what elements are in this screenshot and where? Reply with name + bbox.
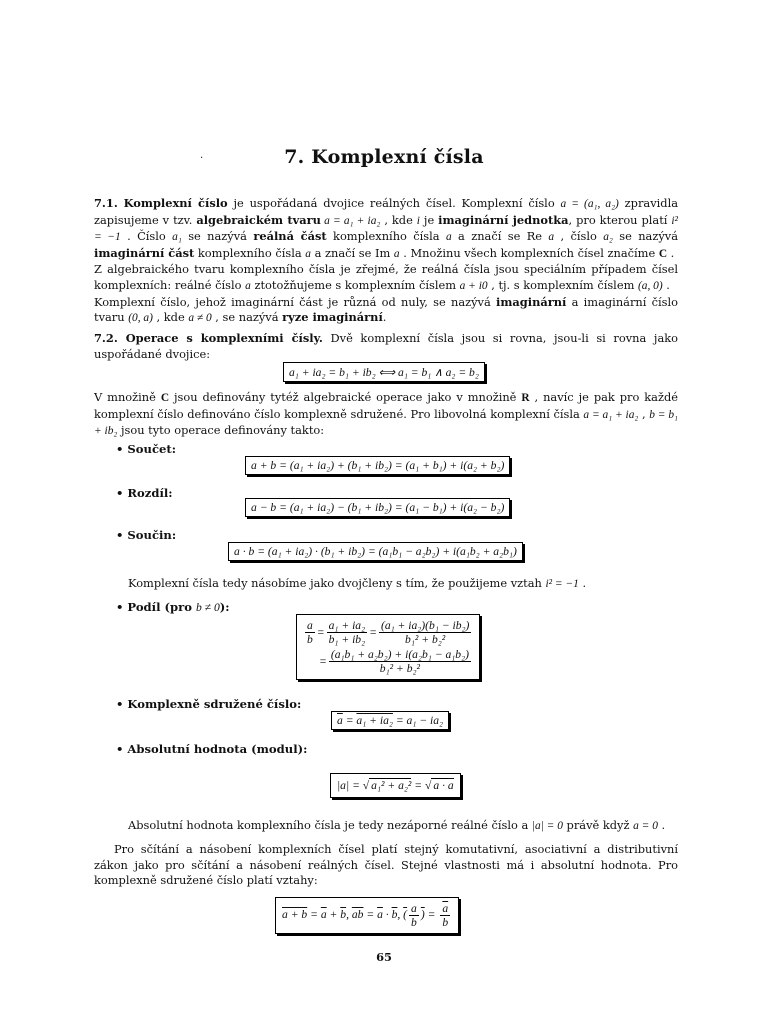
term-ryze-imaginarni: ryze imaginární: [282, 310, 383, 325]
page-number: 65: [376, 950, 392, 964]
section-number: 7.1.: [94, 196, 118, 210]
fraction-a-over-b: $\frac{a}{b}$: [307, 619, 313, 646]
term-imaginarni: imaginární: [496, 294, 567, 309]
term-imaginarni-jednotka: imaginární jednotka: [438, 212, 569, 227]
bullet-difference: • Rozdíl:: [116, 486, 173, 500]
bullet-sum: • Součet:: [116, 442, 177, 456]
equation-sum: a + b = (a₁ + ia₂) + (b₁ + ib₂) = (a₁ + b₁) + i(a₂ + b₂): [245, 456, 510, 475]
absolute-value-note: Absolutní hodnota komplexního čísla je tedy nezáporné reálné číslo a |a| = 0 právě když a = 0 .: [128, 818, 666, 832]
term-komplexni-cislo: Komplexní číslo: [123, 196, 228, 210]
fraction-2: $\frac{\text{(a₁ + ia₂)(b₁ − ib₂)}}{\text{b₁² + b₂²}}$: [380, 619, 470, 646]
section-7-2-body: V množině C jsou definovány tytéž algebraické operace jako v množině R , navíc je pak pro každé komplexní číslo definováno číslo komplexně sdružené. Pro libovolná komplexní čísla a = a₁ + ia₂ , b = b₁ + ib₂ jsou tyto operace definovány takto:: [94, 390, 678, 438]
term-algebraicky-tvar: algebraickém tvaru: [196, 212, 321, 227]
bullet-product: • Součin:: [116, 528, 177, 542]
division-row-1: $\frac{a}{b}$ = $\frac{\text{a₁ + ia₂}}{\text{b₁ + ib₂}}$ = $\frac{\text{(a₁ + ia₂)(b₁ − ib₂)}}{\text{b₁² + b₂²}}$: [307, 619, 470, 646]
fraction-of-conjugates: $\frac{\overline{a}}{b}$: [442, 902, 449, 929]
equation-absolute-value: |a| = √ a₁² + a₂² = √ $a \cdot \overline{a}$: [330, 773, 461, 798]
equation-conjugate: $\overline{a} = a_1 + ia_2 = a_1 - ia_2$: [331, 711, 449, 730]
bullet-conjugate: • Komplexně sdružené číslo:: [116, 697, 302, 711]
equation-division: [296, 614, 480, 680]
equation-product: a · b = (a₁ + ia₂) · (b₁ + ib₂) = (a₁b₁ − a₂b₂) + i(a₁b₂ + a₂b₁): [228, 542, 523, 561]
conjugate-of-fraction: ( $\frac{a}{b}$ ): [403, 902, 425, 929]
division-row-2: = $\frac{\text{(a₁b₁ + a₂b₂) + i(a₂b₁ − a₁b₂)}}{\text{b₁² + b₂²}}$: [319, 648, 469, 675]
fraction-1: $\frac{\text{a₁ + ia₂}}{\text{b₁ + ib₂}}$: [328, 619, 366, 646]
equation-difference: a − b = (a₁ + ia₂) − (b₁ + ib₂) = (a₁ − b₁) + i(a₂ − b₂): [245, 498, 510, 517]
bullet-absolute-value: • Absolutní hodnota (modul):: [116, 742, 308, 756]
chapter-title: 7. Komplexní čísla: [284, 146, 484, 168]
fraction-3: $\frac{\text{(a₁b₁ + a₂b₂) + i(a₂b₁ − a₁b₂)}}{\text{b₁² + b₂²}}$: [330, 648, 469, 675]
section-heading: 7.2. Operace s komplexními čísly.: [94, 331, 323, 345]
section-7-2-intro: 7.2. Operace s komplexními čísly. Dvě komplexní čísla jsou si rovna, jsou-li si rovna jako uspořádané dvojice:: [94, 331, 678, 361]
section-7-1: 7.1. Komplexní číslo je uspořádaná dvojice reálných čísel. Komplexní číslo a = (a₁, a₂) zpravidla zapisujeme v tzv. algebraickém tvaru a = a₁ + ia₂ , kde i je imaginární jednotka, pro kterou platí i² = −1 . Číslo a₁ se nazývá reálná část komplexního čísla a a značí se Re a , číslo a₂ se nazývá imaginární část komplexního čísla a a značí se Im a . Množinu všech komplexních čísel značíme C . Z algebraického tvaru komplexního čísla je zřejmé, že reálná čísla jsou speciálním případem čísel komplexních: reálné číslo a ztotožňujeme s komplexním číslem a + i0 , tj. s komplexním číslem (a, 0) . Komplexní číslo, jehož imaginární část je různá od nuly, se nazývá imaginární a imaginární číslo tvaru (0, a) , kde a ≠ 0 , se nazývá ryze imaginární.: [94, 196, 679, 325]
chapter-marker: .: [200, 150, 204, 161]
term-realna-cast: reálná část: [253, 229, 327, 244]
equation-equality: a₁ + ia₂ = b₁ + ib₂ ⟺ a₁ = b₁ ∧ a₂ = b₂: [283, 362, 485, 382]
equation-conjugate-properties: $a + b = \overline{a} + \overline{b}$, $\overline{ab} = \overline{a} \cdot \overline{b}$, ( $\frac{a}{b}$ ) = $\frac{\overline{a}}{b}$: [275, 897, 459, 934]
bullet-division: • Podíl (pro b ≠ 0):: [116, 600, 230, 614]
closing-paragraph: Pro sčítání a násobení komplexních čísel platí stejný komutativní, asociativní a distributivní zákon jako pro sčítání a násobení reálných čísel. Stejné vlastnosti má i absolutní hodnota. Pro komplexně sdružené číslo platí vztahy:: [94, 842, 678, 888]
term-imaginarni-cast: imaginární část: [94, 245, 195, 260]
product-note: Komplexní čísla tedy násobíme jako dvojčleny s tím, že použijeme vztah i² = −1 .: [128, 576, 587, 590]
